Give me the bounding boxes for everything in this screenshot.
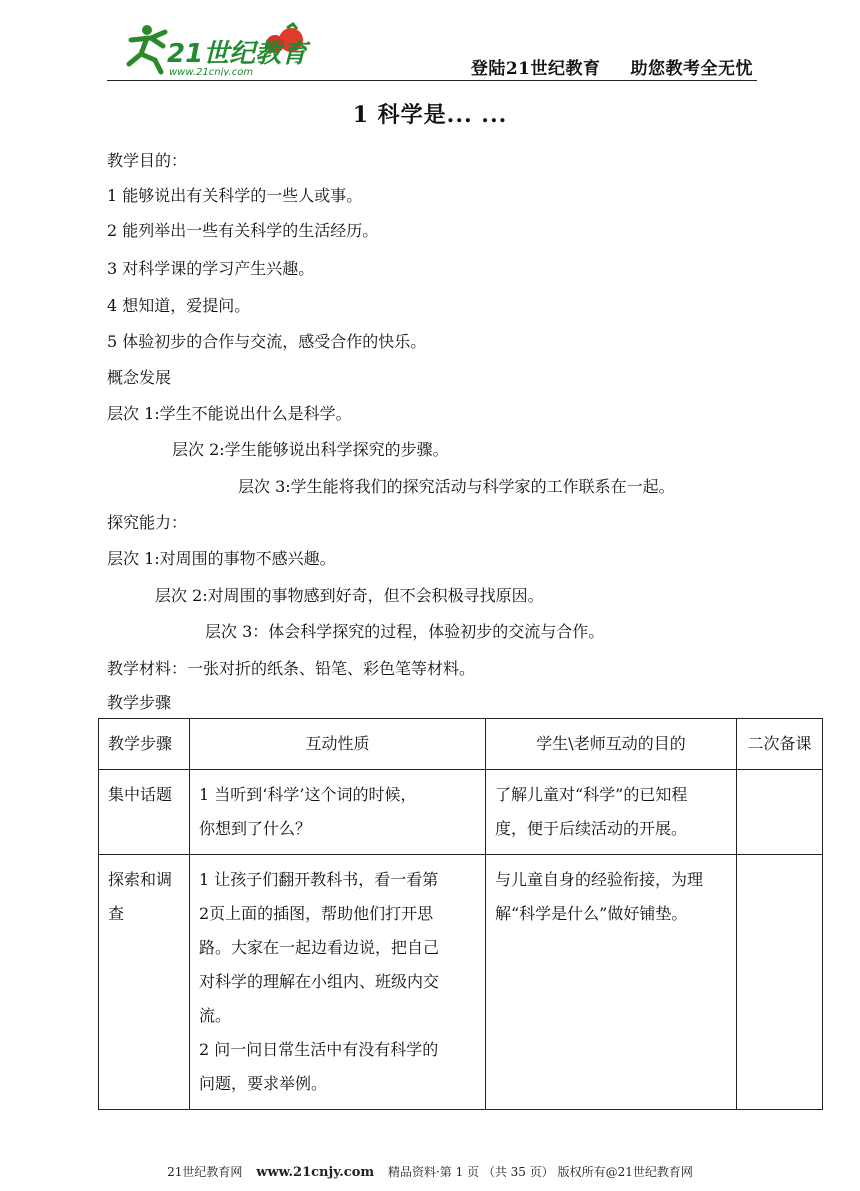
cell-text-line: 2页上面的插图，帮助他们打开思 — [199, 904, 434, 923]
running-figure-icon — [129, 25, 165, 72]
interaction-cell — [190, 770, 486, 855]
svg-text:21世纪教育: 21世纪教育 — [167, 39, 308, 69]
footer-url[interactable]: www.21cnjy.com — [256, 1165, 375, 1180]
cell-text-line: 了解儿童对“科学”的已知程 — [495, 785, 688, 804]
ability-level: 层次 2:对周围的事物感到好奇，但不会积极寻找原因。 — [155, 586, 544, 605]
cell-text-line: 与儿童自身的经验衔接，为理 — [495, 870, 704, 889]
cell-text-line: 你想到了什么？ — [199, 819, 312, 838]
goal-item: 5 体验初步的合作与交流，感受合作的快乐。 — [107, 332, 427, 351]
cell-text-line: 查 — [108, 904, 125, 923]
interaction-cell — [190, 855, 486, 1110]
step-cell — [99, 855, 190, 1110]
notes-cell — [737, 855, 823, 1110]
cell-text-line: 2 问一问日常生活中有没有科学的 — [199, 1040, 439, 1059]
ability-level: 层次 3：体会科学探究的过程，体验初步的交流与合作。 — [205, 622, 605, 641]
table-header-row — [99, 719, 823, 770]
cell-text-line: 度，便于后续活动的开展。 — [495, 819, 688, 838]
step-cell: 集中话题 — [99, 770, 190, 855]
table-header-cell: 二次备课 — [737, 719, 823, 770]
cell-text-line: 问题，要求举例。 — [199, 1074, 328, 1093]
table-header-cell: 学生\老师互动的目的 — [486, 719, 737, 770]
page-footer — [0, 1163, 860, 1180]
steps-heading: 教学步骤 — [107, 693, 172, 712]
teaching-steps-table — [98, 718, 823, 1110]
goal-item: 2 能列举出一些有关科学的生活经历。 — [107, 221, 379, 240]
cell-text-line: 对科学的理解在小组内、班级内交 — [199, 972, 440, 991]
footer-site: 21世纪教育网 — [167, 1165, 243, 1179]
cell-text-line: 1 让孩子们翻开教科书，看一看第 — [199, 870, 439, 889]
table-row — [99, 770, 823, 855]
concept-level: 层次 1:学生不能说出什么是科学。 — [107, 404, 352, 423]
page-header — [107, 18, 757, 80]
cell-text-line: 1 当听到‘科学’这个词的时候， — [199, 785, 417, 804]
header-right-text: 助您教考全无忧 — [630, 59, 753, 79]
header-slogan — [471, 54, 753, 79]
svg-text:www.21cnjy.com: www.21cnjy.com — [169, 67, 254, 76]
goal-item: 3 对科学课的学习产生兴趣。 — [107, 259, 315, 278]
cell-text-line: 探索和调 — [108, 870, 173, 889]
concept-level: 层次 3:学生能将我们的探究活动与科学家的工作联系在一起。 — [238, 477, 675, 496]
concept-heading: 概念发展 — [107, 368, 172, 387]
table-row — [99, 855, 823, 1110]
concept-level: 层次 2:学生能够说出科学探究的步骤。 — [172, 440, 449, 459]
logo-21cnjy — [111, 20, 331, 76]
table-header-cell: 教学步骤 — [99, 719, 190, 770]
goal-item: 4 想知道，爱提问。 — [107, 296, 251, 315]
ability-level: 层次 1:对周围的事物不感兴趣。 — [107, 549, 336, 568]
header-left-text: 登陆21世纪教育 — [470, 59, 601, 79]
materials-text: 教学材料：一张对折的纸条、铅笔、彩色笔等材料。 — [107, 659, 476, 678]
goal-item: 1 能够说出有关科学的一些人或事。 — [107, 186, 363, 205]
purpose-cell — [486, 855, 737, 1110]
cell-text-line: 路。大家在一起边看边说，把自己 — [199, 938, 440, 957]
ability-heading: 探究能力： — [107, 513, 188, 532]
table-header-cell: 互动性质 — [190, 719, 486, 770]
cell-text-line: 解“科学是什么”做好铺垫。 — [495, 904, 688, 923]
footer-info: 精品资料·第 1 页 （共 35 页） 版权所有@21世纪教育网 — [387, 1165, 693, 1179]
page-title: 1 科学是... ... — [352, 102, 508, 128]
notes-cell — [737, 770, 823, 855]
cell-text-line: 流。 — [199, 1006, 232, 1025]
header-divider — [107, 80, 757, 81]
goal-heading: 教学目的： — [107, 151, 188, 170]
purpose-cell — [486, 770, 737, 855]
